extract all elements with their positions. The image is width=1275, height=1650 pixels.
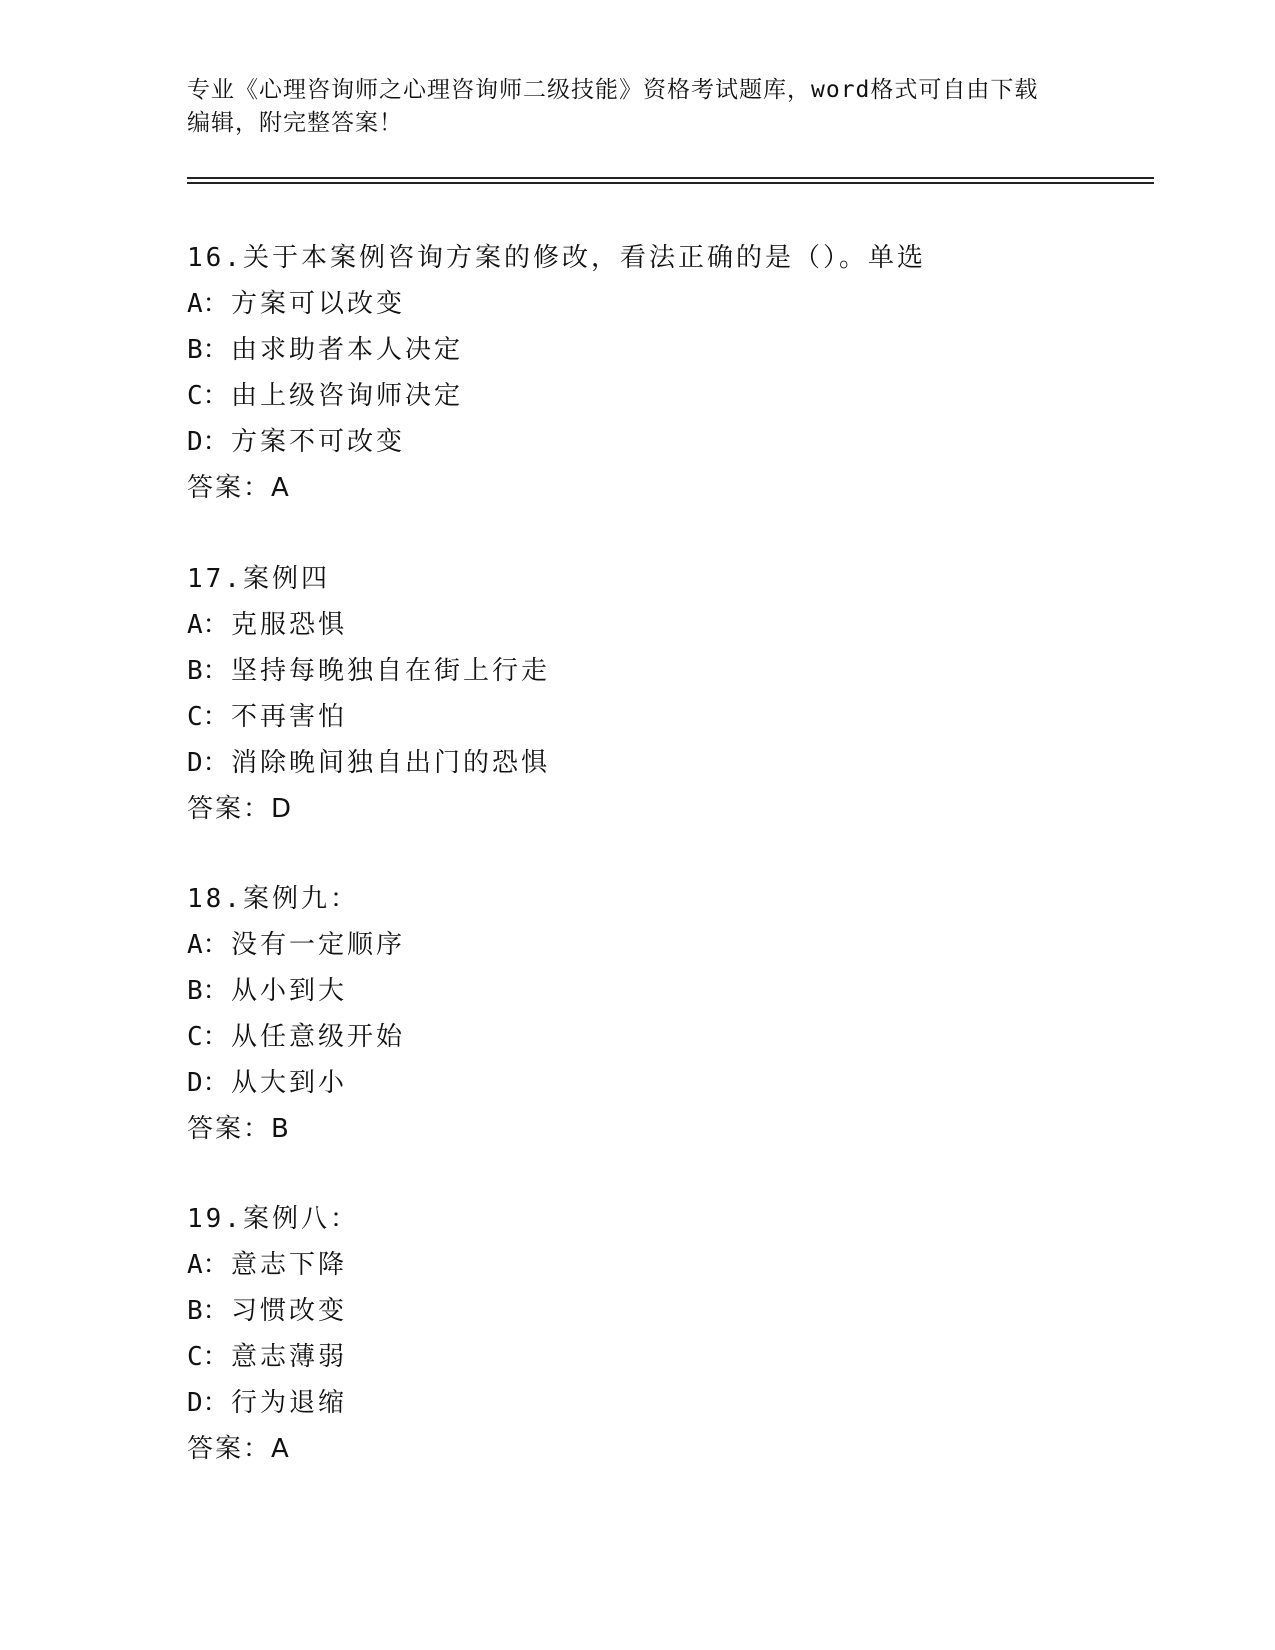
option-c [187,373,1087,419]
option-letter: C： [187,702,229,732]
option-text: 克服恐惧 [231,610,348,640]
option-text: 没有一定顺序 [231,930,406,960]
option-b [187,648,1087,694]
option-letter: D： [187,427,229,457]
question-stem: 18.案例九： [187,884,359,914]
option-letter: D： [187,1388,229,1418]
document-header [187,74,1087,140]
option-letter: A： [187,930,229,960]
answer-line: 答案：D [187,794,294,824]
option-text: 方案可以改变 [231,289,406,319]
option-letter: C： [187,1342,229,1372]
option-c [187,694,1087,740]
option-b [187,327,1087,373]
option-text: 不再害怕 [231,702,348,732]
option-letter: B： [187,335,229,365]
option-text: 从任意级开始 [231,1022,406,1052]
header-divider-top [187,177,1154,179]
option-letter: B： [187,976,229,1006]
answer-line: 答案：B [187,1114,291,1144]
option-text: 意志下降 [231,1250,348,1280]
option-text: 由求助者本人决定 [231,335,464,365]
option-text: 行为退缩 [231,1388,348,1418]
question-19 [187,1196,1087,1472]
answer-line: 答案：A [187,473,291,503]
option-c [187,1334,1087,1380]
option-text: 由上级咨询师决定 [231,381,464,411]
option-b [187,968,1087,1014]
option-text: 消除晚间独自出门的恐惧 [231,748,551,778]
option-a [187,602,1087,648]
option-letter: A： [187,1250,229,1280]
option-text: 从小到大 [231,976,348,1006]
option-d [187,1060,1087,1106]
question-stem: 16.关于本案例咨询方案的修改，看法正确的是（）。单选 [187,243,926,273]
option-text: 意志薄弱 [231,1342,348,1372]
question-16 [187,235,1087,511]
answer-line: 答案：A [187,1434,291,1464]
option-letter: A： [187,610,229,640]
option-a [187,1242,1087,1288]
option-d [187,740,1087,786]
option-d [187,1380,1087,1426]
option-letter: D： [187,748,229,778]
option-d [187,419,1087,465]
option-text: 方案不可改变 [231,427,406,457]
question-stem: 19.案例八： [187,1204,359,1234]
option-letter: A： [187,289,229,319]
header-line-1: 专业《心理咨询师之心理咨询师二级技能》资格考试题库，word格式可自由下载 [187,77,1039,103]
option-letter: D： [187,1068,229,1098]
option-a [187,281,1087,327]
question-17 [187,556,1087,832]
option-letter: B： [187,1296,229,1326]
question-18 [187,876,1087,1152]
option-text: 习惯改变 [231,1296,348,1326]
option-text: 坚持每晚独自在街上行走 [231,656,551,686]
option-b [187,1288,1087,1334]
option-text: 从大到小 [231,1068,348,1098]
option-letter: C： [187,1022,229,1052]
question-stem: 17.案例四 [187,564,330,594]
option-letter: B： [187,656,229,686]
option-a [187,922,1087,968]
header-line-2: 编辑，附完整答案！ [187,110,403,136]
header-divider-bottom [187,182,1154,184]
option-c [187,1014,1087,1060]
option-letter: C： [187,381,229,411]
